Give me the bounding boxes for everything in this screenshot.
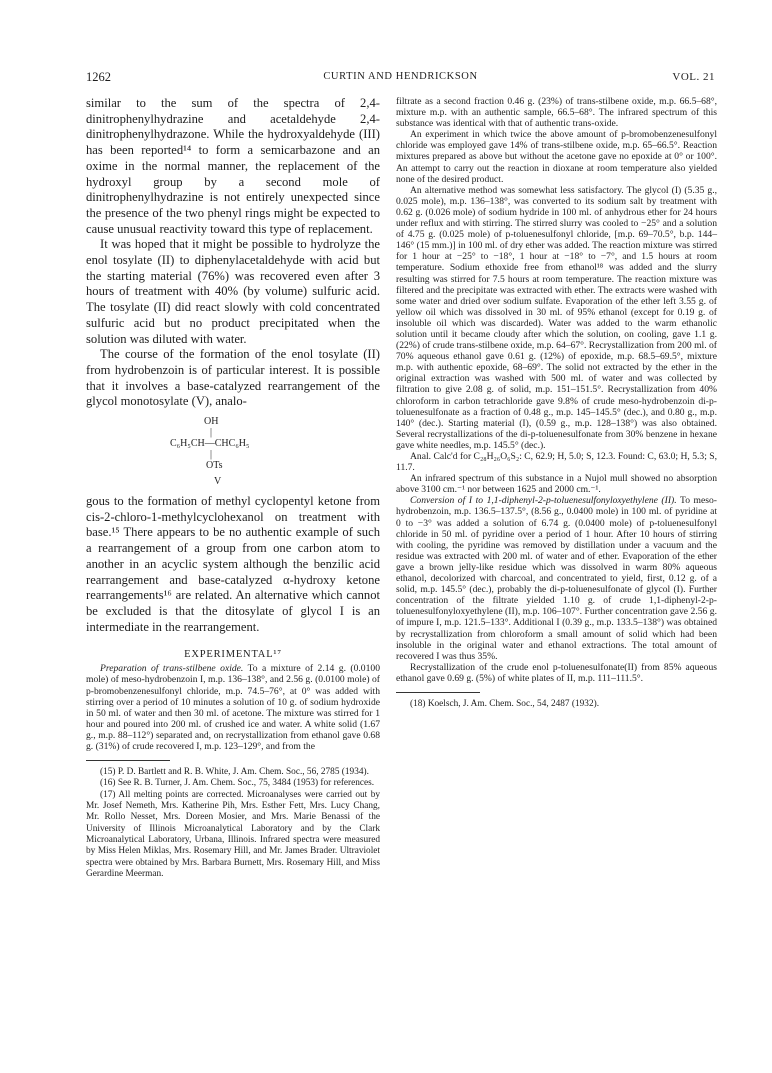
experimental-paragraph: Preparation of trans-stilbene oxide. To a mixture of 2.14 g. (0.0100 mole) of meso-hydrobenzoin I, m.p. 136–138°, and 2.56 g. (0.0100 mole) of p-bromobenzenesulfonyl chloride, m.p. 74.5–76°, at 0° was added with stirring over a period of 10 minutes a solution of 10 g. of sodium hydroxide in 50 ml. of water and then 30 ml. of acetone. The mixture was stirred for 1 hour and poured into 200 ml. of crushed ice and water. A white solid (1.67 g., m.p. 88–112°) separated and, on recrystallization from ethanol gave 0.68 g. (31%) of crude recovered I, m.p. 123–129°, and from the xyxy=(86,663,380,753)
page-number: 1262 xyxy=(86,70,111,84)
footnote: (16) See R. B. Turner, J. Am. Chem. Soc., 75, 3484 (1953) for references. xyxy=(100,778,375,789)
body-paragraph: similar to the sum of the spectra of 2,4-dinitrophenylhydrazine and acetaldehyde 2,4-dinitrophenylhydrazone. While the hydroxyaldehyde (III) has been reported¹⁴ to form a semicarbazone and an oxime in the normal manner, the replacement of the hydroxyl group by a second mole of dinitrophenylhydrazine is not entirely unexpected since the presence of the two phenyl rings might be expected to cause unusual reactivity toward this type of replacement. xyxy=(86,96,380,236)
experimental-paragraph: filtrate as a second fraction 0.46 g. (23%) of trans-stilbene oxide, m.p. 66.5–68°, mixture m.p. with an authentic sample, 66.5–68°. The infrared spectrum of this substance was identical with that of authentic trans-oxide. xyxy=(396,96,717,130)
paragraph-lead: Conversion of I to 1,1-diphenyl-2-p-toluenesulfonyloxyethylene (II). xyxy=(410,495,677,507)
experimental-paragraph: Conversion of I to 1,1-diphenyl-2-p-toluenesulfonyloxyethylene (II). To meso-hydrobenzoin, m.p. 136.5–137.5°, (8.56 g., 0.0400 mole) in 100 ml. of pyridine at 0 to −3° was added a solution of 6.74 g. (0.0400 mole) of p-toluenesulfonyl chloride in 50 ml. of pyridine over a period of 1 hour. After 10 hours of stirring with cooling, the pyridine was removed by distillation under a vacuum and the residue was extracted with 200 ml. of water and of ether. Evaporation of the ether gave a brown jelly-like residue which was dissolved in warm 80% aqueous ethanol, decolorized with charcoal, and concentrated to yield, first, 0.12 g. of a solid, m.p. 145.5° (dec.), probably the di-p-toluenesulfonate of glycol (I). Further concentration of the filtrate yielded 1.10 g. of crude 1,1-diphenyl-2-p-toluenesulfonyloxyethylene (II), m.p. 106–107°. Further concentration gave 2.56 g. of impure I, m.p. 121.5–133°. Additional I (0.39 g., m.p. 133.5–138°) was obtained by recrystallization from chloroform a small amount of solid which had been insoluble in the original water and ethanol extractions. The total amount of recovered I was thus 35%. xyxy=(396,495,718,662)
page-header xyxy=(86,70,715,88)
footnote: (18) Koelsch, J. Am. Chem. Soc., 54, 2487 (1932). xyxy=(410,698,600,709)
footnote: (15) P. D. Bartlett and R. B. White, J. Am. Chem. Soc., 56, 2785 (1934). xyxy=(100,767,369,778)
experimental-paragraph: An experiment in which twice the above amount of p-bromobenzenesulfonyl chloride was employed gave 14% of trans-stilbene oxide, m.p. 65–66.5°. Reaction mixtures prepared as above but without the acetone gave no epoxide at 0° or 100°. An attempt to carry out the reaction in dioxane at room temperature also yielded none of the desired product. xyxy=(396,129,717,185)
paragraph-lead: Preparation of trans-stilbene oxide. xyxy=(100,663,244,675)
experimental-paragraph: Recrystallization of the crude enol p-toluenesulfonate(II) from 85% aqueous ethanol gave 0.69 g. (5%) of white plates of II, m.p. 111–111.5°. xyxy=(396,661,717,684)
analysis-paragraph: Anal. Calc'd for C₂₈H₂₆O₆S₂: C, 62.9; H, 5.0; S, 12.3. Found: C, 63.0; H, 5.3; S, 11.7. xyxy=(396,451,717,474)
body-paragraph: It was hoped that it might be possible to hydrolyze the enol tosylate (II) to diphenylacetaldehyde with acid but the starting material (76%) was recovered even after 3 hours of treatment with 40% (by volume) sulfuric acid. The tosylate (II) did react slowly with cold concentrated sulfuric acid but no product precipitated when the solution was diluted with water. xyxy=(86,237,380,346)
experimental-paragraph: An alternative method was somewhat less satisfactory. The glycol (I) (5.35 g., 0.025 mole), m.p. 136–138°, was converted to its sodium salt by treatment with 0.62 g. (0.026 mole) of sodium hydride in 100 ml. of anhydrous ether for 24 hours under reflux and with stirring. The stirred slurry was cooled to −25° and a solution of 4.75 g. (0.025 mole) of p-toluenesulfonyl chloride, [m.p. 69–70.5°, b.p. 144–146° (15 mm.)] in 100 ml. of dry ether was added. The reaction mixture was stirred for 1 hour at −25° to −18°, 1 hour at −18° to −7°, and 1.5 hours at room temperature. Sodium ethoxide free from ethanol¹⁸ was added and the slurry resulting was stirred for 7.5 hours at room temperature. The reaction mixture was filtered and the precipitate was extracted with ether. The extracts were washed with some water and dried over sodium sulfate. Evaporation of the ether left 3.55 g. of yellow oil which was dissolved in 30 ml. of 95% ethanol (except for 0.19 g. of insoluble oil which was discarded). Water was added to the warm ethanolic solution until it became cloudy after which the solution, on cooling, gave 1.1 g. (22%) of crude trans-stilbene oxide, m.p. 64–67°. Recrystallization from 200 ml. of 70% aqueous ethanol gave 0.61 g. (12%) of epoxide, m.p. 68.5–69.5°, mixture m.p. with authentic epoxide, 68–69°. The solid not extracted by the ether in the original extraction was washed with 500 ml. of water and was collected by filtration to give 2.08 g. of solid, m.p. 151–151.5°. Recrystallization from 40% chloroform in carbon tetrachloride gave 9.8% of crude meso-hydrobenzoin di-p-toluenesulfonate as a fraction of 0.48 g., m.p. 145–145.5° (dec.), and 0.80 g., m.p. 140° (dec.). Starting material (I), (0.59 g., m.p. 128–138°) was also obtained. Several recrystallizations of the di-p-toluenesulfonate from 30% benzene in hexane gave white needles, m.p. 145.5° (dec.). xyxy=(396,184,717,451)
footnote: (17) All melting points are corrected. Microanalyses were carried out by Mr. Josef Nemeth, Mrs. Katherine Pih, Mrs. Esther Fett, Mrs. Lucy Chang, Mr. Rollo Nesset, Mrs. Doreen Mosier, and Mrs. Marie Benassi of the University of Illinois Microanalytical Laboratory and by the Clark Microanalytical Laboratory, Urbana, Illinois. Infrared spectra were measured by Miss Helen Miklas, Mrs. Rosemary Hill, and Mr. James Brader. Ultraviolet spectra were obtained by Mrs. Barbara Burnett, Mrs. Rosemary Hill, and Miss Gerardine Meerman. xyxy=(86,789,380,879)
running-title: CURTIN AND HENDRICKSON xyxy=(323,71,478,82)
section-heading: EXPERIMENTAL¹⁷ xyxy=(184,649,282,661)
right-column xyxy=(396,96,717,710)
experimental-paragraph: An infrared spectrum of this substance in a Nujol mull showed no absorption above 3100 cm.⁻¹ nor between 1625 and 2000 cm.⁻¹. xyxy=(396,473,717,496)
structure-bond: | xyxy=(210,427,213,439)
structure-main: C₆H₅CH—CHC₆H₅ xyxy=(170,438,250,450)
volume-label: VOL. 21 xyxy=(672,71,715,83)
body-paragraph: The course of the formation of the enol tosylate (II) from hydrobenzoin is of particular interest. It is possible that it involves a base-catalyzed rearrangement of the glycol monotosylate (V), analo- xyxy=(86,347,380,409)
footnote-rule xyxy=(396,692,480,693)
body-paragraph: gous to the formation of methyl cyclopentyl ketone from cis-2-chloro-1-methylcyclohexanol on treatment with base.¹⁵ There appears to be no authentic example of such a rearrangement of a group from one carbon atom to another in an acyclic system although the benzilic acid rearrangement and base-catalyzed α-hydroxy ketone rearrangements¹⁶ are related. An alternative which cannot be excluded is that the ditosylate of glycol I is an intermediate in the rearrangement. xyxy=(86,494,380,634)
structure-oh: OH xyxy=(204,416,219,428)
structure-ots: OTs xyxy=(206,460,223,472)
left-column xyxy=(86,96,380,880)
footnote-rule xyxy=(86,760,170,761)
structure-bond: | xyxy=(210,449,213,461)
structure-label: V xyxy=(214,476,222,488)
structure-v xyxy=(86,416,380,492)
